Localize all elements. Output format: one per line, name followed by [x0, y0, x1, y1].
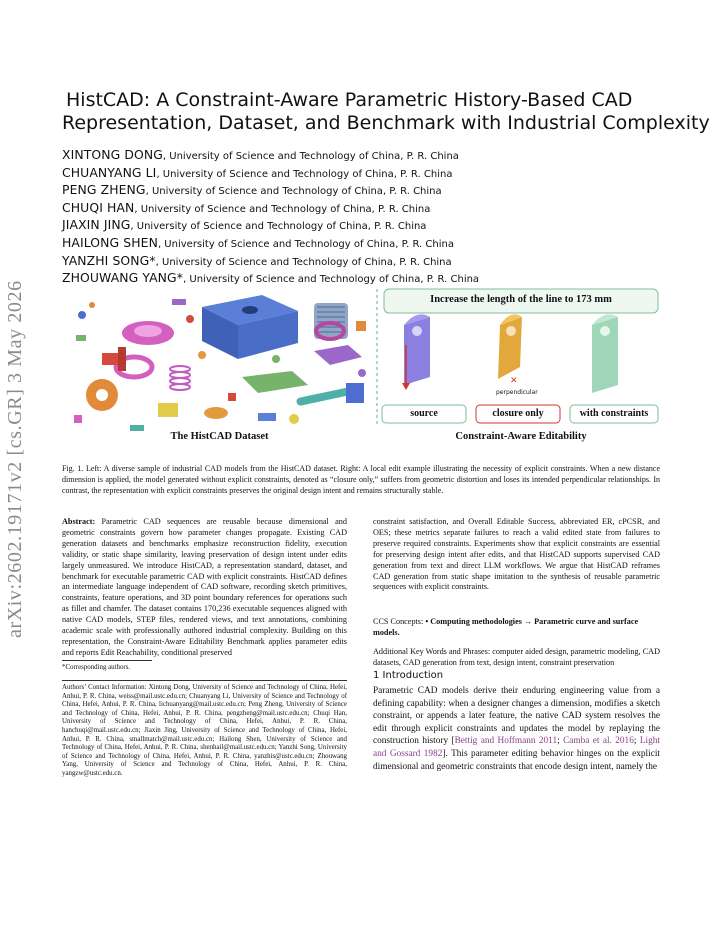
cad-block-model — [202, 295, 298, 359]
author-entry — [62, 200, 682, 218]
author-name: PENG ZHENG — [62, 182, 146, 198]
cad-orange-cylinder — [204, 407, 228, 419]
author-affiliation: , University of Science and Technology of China, P. R. China — [183, 274, 480, 286]
cad-blue-part — [346, 383, 364, 403]
author-affiliation: , University of Science and Technology of China, P. R. China — [157, 238, 454, 250]
figure-caption: Fig. 1. Left: A diverse sample of industrial CAD models from the HistCAD dataset. Right: A local edit example illustrating the necessity of explicit constraints. When a new distance dimension is applied, the model generated without explicit constraints, denoted as “closure only,” suffers from geometric distortion and loses its intended perpendicular relationships. In contrast, the representation with explicit constraints preserves the original design intent and remains structurally stable. — [62, 464, 660, 496]
cad-gear — [86, 379, 118, 411]
footnote-contact: Authors’ Contact Information: Xintong Dong, University of Science and Technology of China, Hefei, Anhui, P. R. China, weiss@mail.ustc.edu.cn; Chuanyang Li, University of Science and Technology of China, Hefei, Anhui, P. R. China, lichuanyang@mail.ustc.edu.cn; Peng Zheng, University of Science and Technology of China, Hefei, Anhui, P. R. China, pengzheng@mail.ustc.edu.cn; Chuqi Han, University of Science and Technology of China, Hefei, Anhui, P. R. China, hanchuqi@mail.ustc.edu.cn; Jiaxin Jing, University of Science and Technology of China, Hefei, Anhui, P. R. China, smallmatch@mail.ustc.edu.cn; Hailong Shen, University of Science and Technology of China, Hefei, Anhui, P. R. China, shenhail@mail.ustc.edu.cn; Yanzhi Song, University of Science and Technology of China, Hefei, Anhui, P. R. China, yanzhis@ustc.edu.cn; Zhouwang Yang, University of Science and Technology of China, Hefei, Anhui, P. R. China, yangzw@ustc.edu.cn. — [62, 684, 347, 777]
tag-closure-only: closure only — [492, 408, 544, 419]
cad-teal-shaft — [296, 387, 350, 406]
constraints-model — [592, 314, 618, 393]
author-name: JIAXIN JING — [62, 217, 131, 233]
author-name: CHUANYANG LI — [62, 164, 157, 180]
ccs-label: CCS Concepts: — [373, 617, 426, 626]
abstract-label: Abstract: — [62, 517, 96, 526]
author-name: CHUQI HAN — [62, 199, 135, 215]
dataset-label: The HistCAD Dataset — [170, 431, 269, 442]
teaser-figure-graphic — [62, 285, 662, 447]
arxiv-identifier: arXiv:2602.19171v2 [cs.GR] 3 May 2026 — [4, 280, 26, 638]
author-name: HAILONG SHEN — [62, 234, 158, 250]
keywords: Additional Key Words and Phrases: computer aided design, parametric modeling, CAD datasets, CAD generation from text, design intent, constraint preservation — [373, 647, 660, 667]
svg-text:✕: ✕ — [510, 376, 518, 386]
intro-text-a: Parametric CAD models derive their enduring engineering value from a defining capability: when a designer changes a dimension, modifies a sketch constraint, or appends a later feature, the native CAD system resolves the edit through explicit constraints and updates the model by replaying the construction history [ — [373, 686, 660, 747]
author-affiliation: , University of Science and Technology of China, P. R. China — [130, 221, 427, 233]
source-model — [402, 314, 430, 390]
closure-model — [498, 314, 522, 386]
author-list — [62, 147, 682, 288]
perpendicular-label: perpendicular — [496, 389, 538, 396]
footnote-corresponding: *Corresponding authors. — [62, 664, 131, 671]
cad-yellow-box — [158, 403, 178, 417]
author-entry — [62, 217, 682, 235]
intro-sep-1: ; — [557, 736, 564, 747]
author-affiliation: , University of Science and Technology of China, P. R. China — [162, 151, 459, 162]
title-line-2: Representation, Dataset, and Benchmark with Industrial Complexity — [62, 112, 710, 134]
author-entry — [62, 165, 682, 183]
editability-label: Constraint-Aware Editability — [455, 431, 587, 442]
edit-instruction: Increase the length of the line to 173 mm — [430, 294, 612, 305]
author-entry — [62, 253, 682, 271]
cad-pink-disc — [122, 321, 174, 345]
author-affiliation: , University of Science and Technology of China, P. R. China — [134, 203, 431, 215]
author-affiliation: , University of Science and Technology of China, P. R. China — [145, 186, 442, 198]
cad-purple-bracket — [314, 345, 362, 365]
abstract-continued: constraint satisfaction, and Overall Editable Success, abbreviated ER, cPCSR, and OES; these metrics separate failures to reach a valid edited state from failures to preserve required constraints. Experiments show that explicit constraints are essential for preserving design intent after edits, and that HistCAD supports supervised CAD generation from text and direct LLM workflows. We argue that HistCAD reframes CAD generation from static shape imitation to the synthesis of reusable parametric sequences with explicit constraints. — [373, 517, 660, 592]
author-affiliation: , University of Science and Technology of China, P. R. China — [156, 168, 453, 180]
author-entry — [62, 182, 682, 200]
citation-bettig[interactable]: Bettig and Hoffmann 2011 — [454, 736, 558, 747]
citation-camba[interactable]: Camba et al. 2016 — [563, 736, 634, 747]
tag-source: source — [410, 408, 438, 419]
introduction-text — [373, 685, 660, 773]
author-name: XINTONG DONG — [62, 147, 163, 162]
ccs-concepts — [373, 617, 660, 639]
title-line-1: HistCAD: A Constraint-Aware Parametric History-Based CAD — [66, 89, 633, 111]
abstract-text: Parametric CAD sequences are reusable because dimensional and geometric constraints govern how parameter changes propagate. Existing CAD generation datasets and benchmarks emphasize reconstruction fidelity, execution validity, or static shape similarity, leaving preservation of design intent under edits largely unmeasured. We introduce HistCAD, a representation standard, dataset, and benchmark for executable parametric CAD with explicit constraints. HistCAD defines an intermediate language independent of CAD software, recording sketch primitives, constraints, feature operations, and 3D point boundary references for operations such as fillet and chamfer. The dataset contains 170,236 executable sequences aligned with native CAD models, STEP files, rendered views, and text annotations, combining academic scale with professionally authored industrial complexity. Building on this representation, the Constraint-Aware Editability Benchmark applies parameter edits and reports Edit Reachability, conditional preserved — [62, 517, 347, 657]
author-entry — [62, 235, 682, 253]
tag-with-constraints: with constraints — [579, 408, 649, 419]
footnote-rule — [62, 660, 152, 661]
author-name: ZHOUWANG YANG* — [62, 270, 184, 286]
section-heading-introduction: 1 Introduction — [373, 670, 444, 681]
author-entry — [62, 147, 682, 165]
intro-sep-2: ; — [633, 736, 640, 747]
author-name: YANZHI SONG* — [62, 252, 156, 268]
cad-green-plate — [242, 371, 308, 393]
dataset-collage — [74, 295, 366, 431]
teaser-figure — [62, 285, 662, 447]
author-affiliation: , University of Science and Technology of China, P. R. China — [155, 256, 452, 268]
ccs-text: • Computing methodologies → Parametric curve and surface models. — [373, 617, 639, 637]
intro-text-b: ]. This parameter editing behavior hinges on the explicit dimensional and geometric constraints that encode design intent, namely the — [373, 748, 660, 772]
cad-spring — [170, 366, 190, 390]
contact-rule — [62, 680, 347, 681]
citation-light[interactable]: Light and Gossard 1982 — [373, 736, 660, 759]
abstract — [62, 517, 347, 659]
paper-title — [62, 89, 710, 135]
